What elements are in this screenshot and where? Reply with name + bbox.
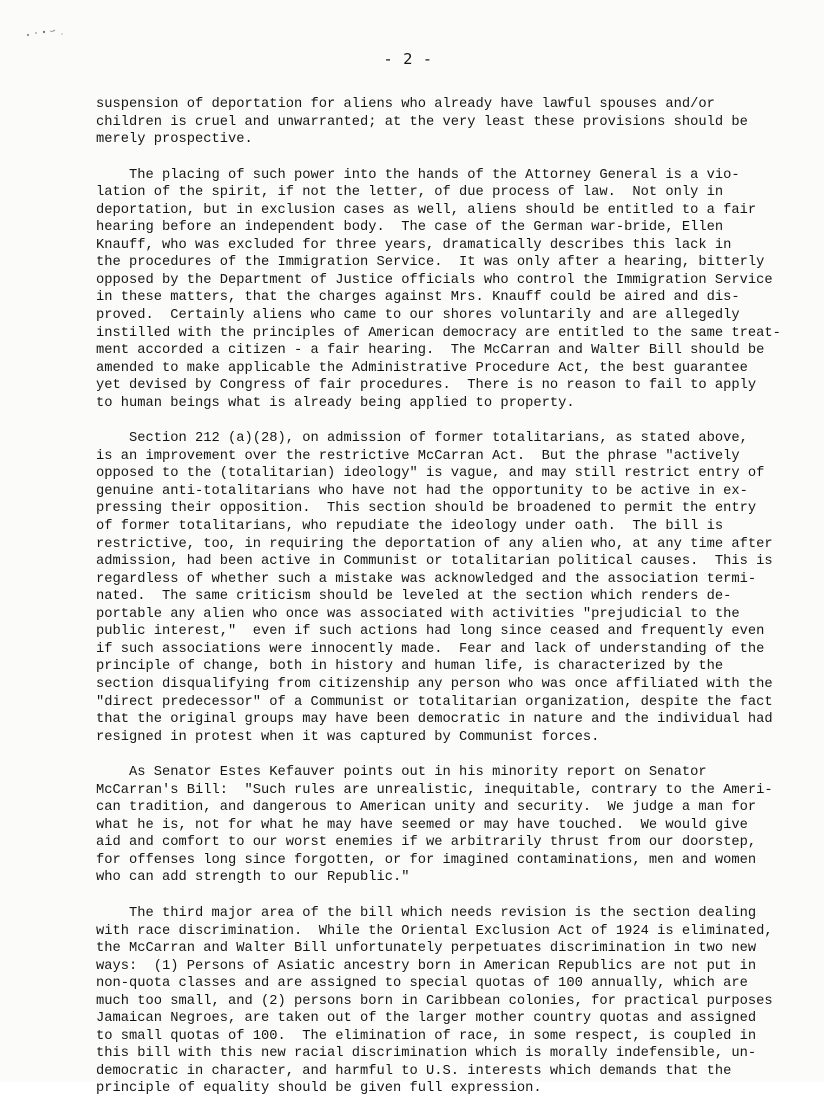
text-line: pressing their opposition. This section should be broadened to permit the entry: [96, 501, 757, 517]
text-line: aid and comfort to our worst enemies if we arbitrarily thrust from our doorstep,: [96, 835, 757, 851]
text-line: public interest," even if such actions had long since ceased and frequently even: [96, 624, 765, 640]
text-line: Jamaican Negroes, are taken out of the larger mother country quotas and assigned: [96, 1011, 757, 1027]
scan-speck-marks: [22, 26, 72, 42]
text-line: genuine anti-totalitarians who have not had the opportunity to be active in ex-: [96, 483, 748, 499]
text-line: much too small, and (2) persons born in Caribbean colonies, for practical purposes: [96, 993, 773, 1009]
text-line: non-quota classes and are assigned to special quotas of 100 annually, which are: [96, 976, 748, 992]
text-line: that the original groups may have been democratic in nature and the individual had: [96, 712, 773, 728]
text-line: The placing of such power into the hands of the Attorney General is a vio-: [96, 167, 740, 183]
text-line: principle of change, both in history and human life, is characterized by the: [96, 659, 724, 675]
text-line: can tradition, and dangerous to American unity and security. We judge a man for: [96, 800, 757, 816]
text-line: portable any alien who once was associated with activities "prejudicial to the: [96, 606, 740, 622]
text-line: instilled with the principles of American democracy are entitled to the same treat-: [96, 325, 781, 341]
text-line: restrictive, too, in requiring the deportation of any alien who, at any time after: [96, 536, 773, 552]
text-line: with race discrimination. While the Oriental Exclusion Act of 1924 is eliminated,: [96, 923, 773, 939]
text-line: if such associations were innocently made. Fear and lack of understanding of the: [96, 641, 765, 657]
paragraph: [96, 905, 796, 1098]
text-line: this bill with this new racial discrimination which is morally indefensible, un-: [96, 1046, 757, 1062]
text-line: the McCarran and Walter Bill unfortunately perpetuates discrimination in two new: [96, 941, 757, 957]
text-line: is an improvement over the restrictive McCarran Act. But the phrase "actively: [96, 448, 740, 464]
text-line: "direct predecessor" of a Communist or totalitarian organization, despite the fact: [96, 694, 773, 710]
text-line: of former totalitarians, who repudiate the ideology under oath. The bill is: [96, 519, 724, 535]
text-line: democratic in character, and harmful to U.S. interests which demands that the: [96, 1063, 732, 1079]
text-line: for offenses long since forgotten, or for imagined contaminations, men and women: [96, 852, 757, 868]
page-number: - 2 -: [383, 50, 433, 68]
paragraph: [96, 167, 796, 413]
text-line: who can add strength to our Republic.": [96, 870, 410, 886]
paragraph: [96, 430, 796, 746]
text-line: resigned in protest when it was captured by Communist forces.: [96, 729, 600, 745]
text-line: yet devised by Congress of fair procedures. There is no reason to fail to apply: [96, 378, 757, 394]
text-line: The third major area of the bill which needs revision is the section dealing: [96, 905, 757, 921]
text-line: proved. Certainly aliens who came to our shores voluntarily and are allegedly: [96, 308, 740, 324]
text-line: amended to make applicable the Administrative Procedure Act, the best guarantee: [96, 360, 748, 376]
body-text: [96, 96, 796, 1098]
text-line: principle of equality should be given full expression.: [96, 1081, 542, 1097]
text-line: Section 212 (a)(28), on admission of former totalitarians, as stated above,: [96, 431, 748, 447]
text-line: what he is, not for what he may have seemed or may have touched. We would give: [96, 817, 748, 833]
text-line: McCarran's Bill: "Such rules are unrealistic, inequitable, contrary to the Ameri-: [96, 782, 773, 798]
text-line: the procedures of the Immigration Service. It was only after a hearing, bitterly: [96, 255, 765, 271]
text-line: regardless of whether such a mistake was acknowledged and the association termi-: [96, 571, 757, 587]
text-line: Knauff, who was excluded for three years, dramatically describes this lack in: [96, 237, 732, 253]
text-line: admission, had been active in Communist or totalitarian political causes. This is: [96, 554, 773, 570]
text-line: lation of the spirit, if not the letter, of due process of law. Not only in: [96, 185, 724, 201]
text-line: in these matters, that the charges against Mrs. Knauff could be aired and dis-: [96, 290, 740, 306]
text-line: As Senator Estes Kefauver points out in his minority report on Senator: [96, 765, 707, 781]
text-line: to small quotas of 100. The elimination of race, in some respect, is coupled in: [96, 1028, 757, 1044]
text-line: ways: (1) Persons of Asiatic ancestry born in American Republics are not put in: [96, 958, 757, 974]
text-line: hearing before an independent body. The case of the German war-bride, Ellen: [96, 220, 724, 236]
text-line: to human beings what is already being applied to property.: [96, 395, 575, 411]
text-line: children is cruel and unwarranted; at the very least these provisions should be: [96, 114, 748, 130]
text-line: suspension of deportation for aliens who already have lawful spouses and/or: [96, 97, 715, 112]
text-line: deportation, but in exclusion cases as well, aliens should be entitled to a fair: [96, 202, 757, 218]
text-line: nated. The same criticism should be leveled at the section which renders de-: [96, 589, 732, 605]
paragraph: [96, 96, 796, 149]
text-line: ment accorded a citizen - a fair hearing. The McCarran and Walter Bill should be: [96, 343, 765, 359]
text-line: opposed to the (totalitarian) ideology" is vague, and may still restrict entry of: [96, 466, 765, 482]
text-line: merely prospective.: [96, 132, 253, 148]
paragraph: [96, 764, 796, 887]
text-line: section disqualifying from citizenship any person who was once affiliated with the: [96, 676, 773, 692]
text-line: opposed by the Department of Justice officials who control the Immigration Service: [96, 272, 773, 288]
